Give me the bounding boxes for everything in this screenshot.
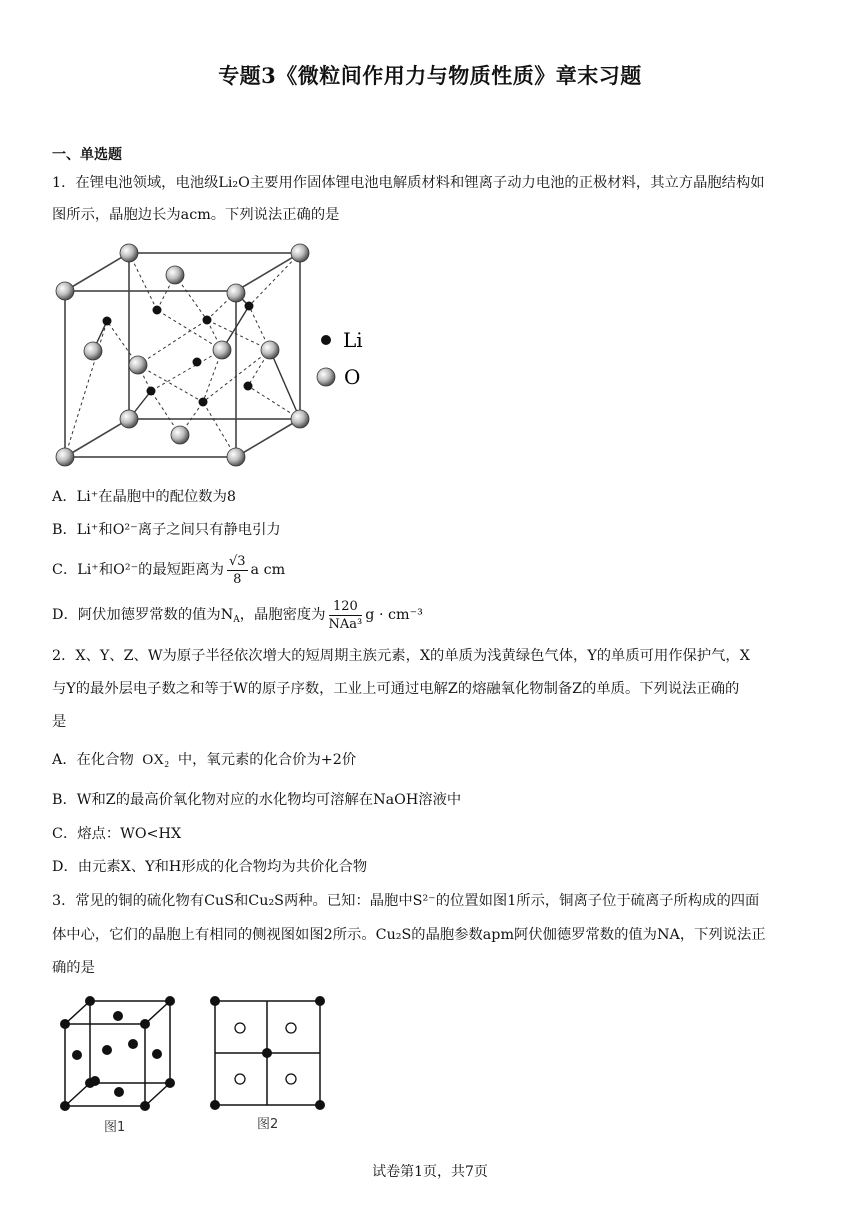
q1-option-b: B．Li⁺和O²⁻离子之间只有静电引力 (52, 522, 281, 538)
q1-option-c (52, 552, 285, 588)
q2-option-a (52, 750, 356, 770)
chemical-formula: OX₂ (142, 752, 170, 768)
legend-li-label: Li (343, 328, 363, 352)
q1-option-d-text: D．阿伏加德罗常数的值为N (52, 607, 234, 623)
q1-stem-line2: 图所示，晶胞边长为acm。下列说法正确的是 (52, 207, 340, 223)
section-heading: 一、单选题 (52, 147, 122, 163)
q1-option-d-fraction (329, 598, 363, 633)
q1-option-d-unit: g · cm⁻³ (365, 607, 423, 623)
q2-option-b: B．W和Z的最高价氧化物对应的水化物均可溶解在NaOH溶液中 (52, 792, 462, 808)
q2-option-c: C．熔点：WO<HX (52, 826, 182, 842)
cus-unit-cell-figure (50, 992, 350, 1142)
o-atoms (56, 244, 309, 466)
fraction-denominator: 8 (233, 571, 242, 587)
q1-option-c-fraction (227, 553, 248, 588)
legend-li-marker (321, 335, 331, 345)
q2-option-a-text: A．在化合物 (52, 752, 134, 768)
q2-option-a-text-post: 中，氧元素的化合价为+2价 (177, 752, 357, 768)
q2-stem-line3: 是 (52, 714, 67, 730)
subscript: A (233, 615, 240, 625)
page-title: 专题3《微粒间作用力与物质性质》章末习题 (218, 63, 642, 88)
fig2-caption: 图2 (257, 1117, 279, 1132)
q2-stem-line2: 与Y的最外层电子数之和等于W的原子序数，工业上可通过电解Z的熔融氧化物制备Z的单质。下列说法正确的 (52, 681, 740, 697)
li-atoms (103, 302, 254, 407)
q1-option-d-text-mid: ，晶胞密度为 (239, 607, 326, 623)
fraction-numerator: √3 (228, 553, 246, 569)
fig1-caption: 图1 (104, 1120, 126, 1135)
q2-stem-line1: 2．X、Y、Z、W为原子半径依次增大的短周期主族元素，X的单质为浅黄绿色气体，Y的单质可用作保护气，X (52, 648, 750, 664)
q1-stem-line1: 1．在锂电池领域，电池级Li₂O主要用作固体锂电池电解质材料和锂离子动力电池的正极材料，其立方晶胞结构如 (52, 175, 765, 191)
legend-o-marker (317, 368, 335, 386)
q3-stem-line3: 确的是 (52, 960, 95, 976)
legend-o-label: O (344, 365, 361, 389)
q3-stem-line2: 体中心，它们的晶胞上有相同的侧视图如图2所示。Cu₂S的晶胞参数apm阿伏伽德罗常数的值为NA，下列说法正 (52, 927, 766, 943)
page-footer: 试卷第1页，共7页 (372, 1164, 488, 1180)
fraction-numerator: 120 (329, 598, 363, 616)
q1-option-c-text: C．Li⁺和O²⁻的最短距离为 (52, 562, 224, 578)
q1-option-c-unit: a cm (250, 562, 286, 578)
q2-option-d: D．由元素X、Y和H形成的化合物均为共价化合物 (52, 859, 368, 875)
q1-option-a: A．Li⁺在晶胞中的配位数为8 (52, 489, 237, 505)
fraction-denominator: NAa³ (328, 616, 363, 632)
q3-stem-line1: 3．常见的铜的硫化物有CuS和Cu₂S两种。已知：晶胞中S²⁻的位置如图1所示，铜离子位于硫离子所构成的四面 (52, 893, 760, 909)
q1-option-d (52, 597, 423, 638)
li2o-crystal-cell-figure (50, 236, 380, 472)
